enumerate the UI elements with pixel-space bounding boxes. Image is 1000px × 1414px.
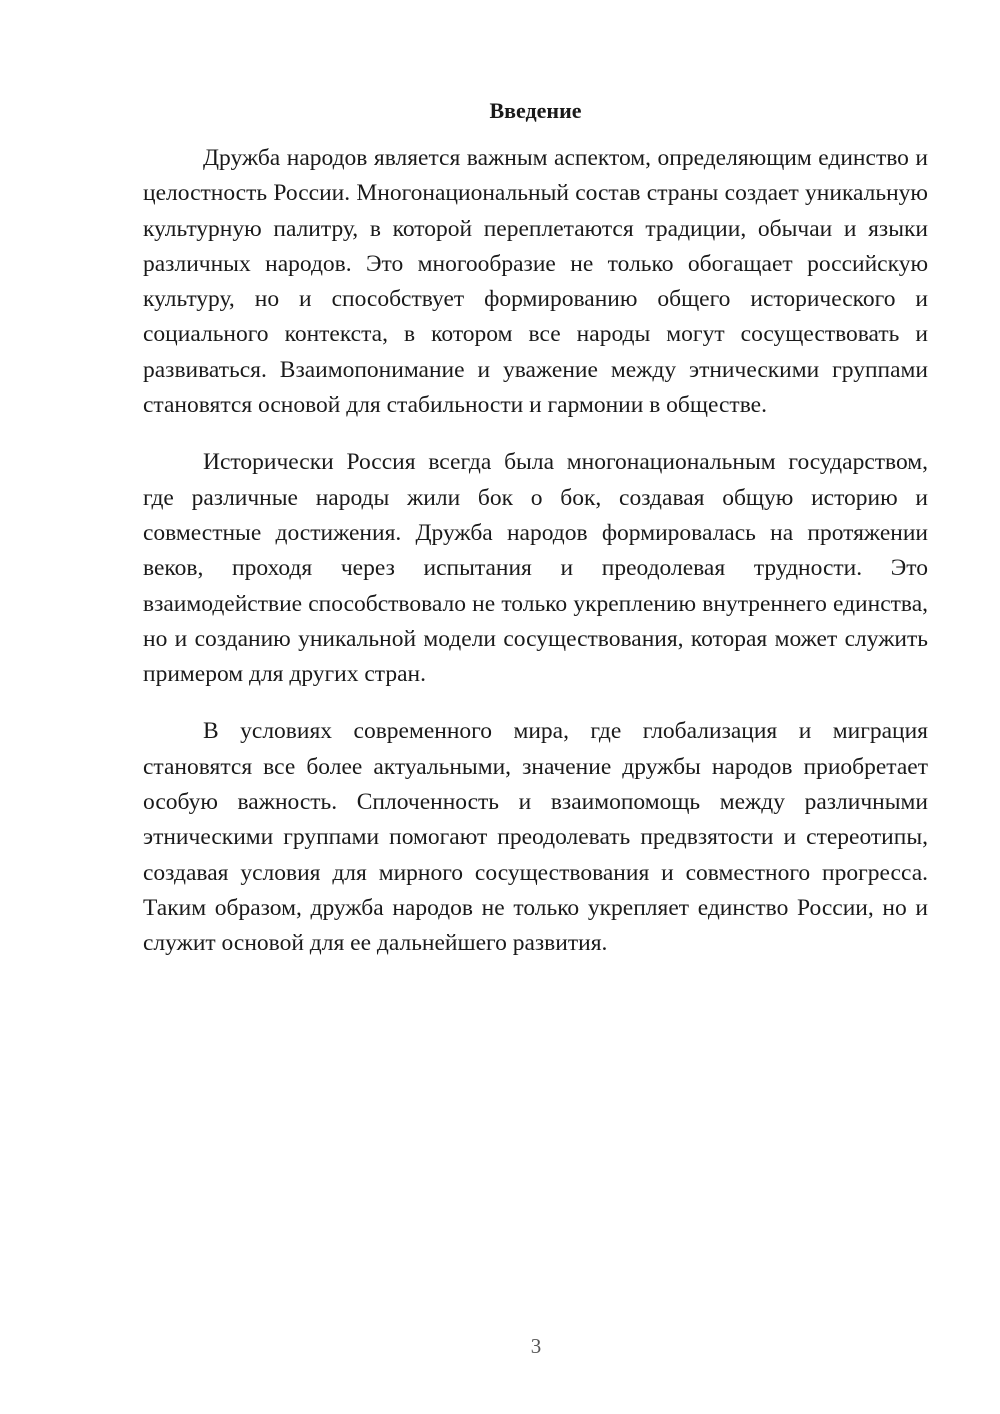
paragraph: В условиях современного мира, где глобализация и миграция становятся все более актуальными, значение дружбы народов приобретает особую важность. Сплоченность и взаимопомощь между различными этническими группами помогают преодолевать предвзятости и стереотипы, создавая условия для мирного сосуществования и совместного прогресса. Таким образом, дружба народов не только укрепляет единство России, но и служит основой для ее дальнейшего развития. — [143, 718, 928, 957]
body-text — [143, 141, 928, 962]
page-title: Введение — [489, 98, 582, 123]
paragraph: Дружба народов является важным аспектом, определяющим единство и целостность России. Многонациональный состав страны создает уникальную культурную палитру, в которой переплетаются традиции, обычаи и языки различных народов. Это многообразие не только обогащает российскую культуру, но и способствует формированию общего исторического и социального контекста, в котором все народы могут сосуществовать и развиваться. Взаимопонимание и уважение между этническими группами становятся основой для стабильности и гармонии в обществе. — [143, 145, 928, 419]
heading-container — [143, 96, 928, 126]
paragraph: Исторически Россия всегда была многонациональным государством, где различные народы жили бок о бок, создавая общую историю и совместные достижения. Дружба народов формировалась на протяжении веков, проходя через испытания и преодолевая трудности. Это взаимодействие способствовало не только укреплению внутреннего единства, но и созданию уникальной модели сосуществования, которая может служить примером для других стран. — [143, 449, 928, 688]
page-number: 3 — [530, 1334, 542, 1358]
